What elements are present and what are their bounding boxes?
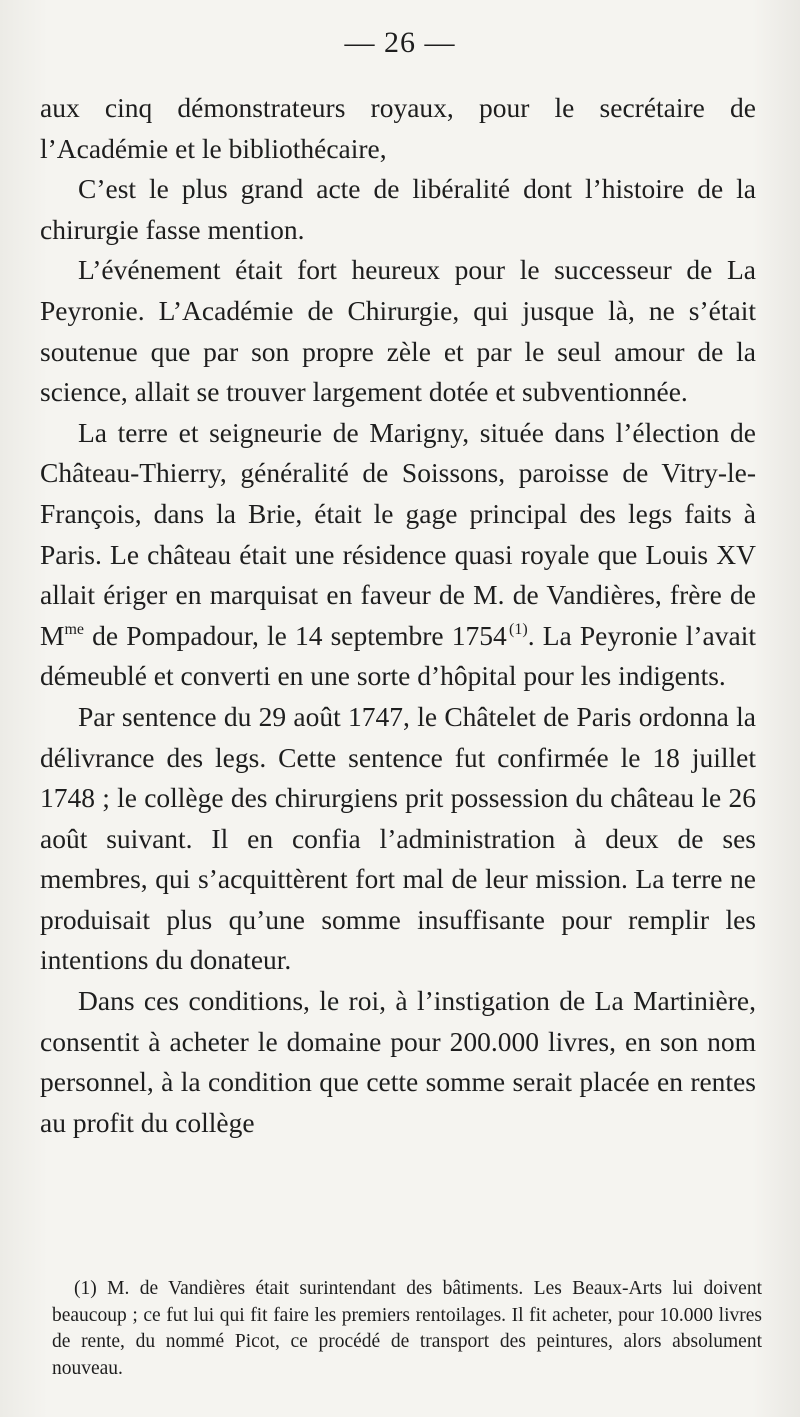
footnote-1: (1) M. de Vandières était surintendant des bâtiments. Les Beaux-Arts lui doivent beaucoup ; ce fut lui qui fit faire les premiers rentoilages. Il fit acheter, pour 10.000 livres de rente, du nommé Picot, ce procédé de transport des peintures, alors absolument nouveau. [52, 1278, 762, 1379]
page-number: — 26 — [344, 26, 456, 59]
footnote-reference: (1) [509, 620, 528, 638]
paragraph-4-text-end: . La Peyronie l’avait démeublé et converti en une sorte d’hôpital pour les indigents. [40, 619, 757, 692]
paragraph-4-text-start: La terre et seigneurie de Marigny, située dans l’élection de Château-Thierry, généralité de Soissons, paroisse de Vitry-le-François, dans la Brie, était le gage principal des legs faits à Paris. Le château était une résidence quasi royale que Louis XV allait ériger en marquisat en faveur de M. de Vandières, frère de M [40, 416, 756, 651]
paragraph-3: L’événement était fort heureux pour le successeur de La Peyronie. L’Académie de Chirurgie, qui jusque là, ne s’était soutenue que par son propre zèle et par le seul amour de la science, allait se trouver largement dotée et subventionnée. [40, 254, 756, 408]
paragraph-4 [40, 413, 756, 697]
paragraph-5: Par sentence du 29 août 1747, le Châtelet de Paris ordonna la délivrance des legs. Cette sentence fut confirmée le 18 juillet 1748 ; le collège des chirurgiens prit possession du château le 26 août suivant. Il en confia l’administration à deux de ses membres, qui s’acquittèrent fort mal de leur mission. La terre ne produisait plus qu’une somme insuffisante pour remplir les intentions du donateur. [40, 700, 756, 976]
footnotes [52, 1276, 762, 1382]
paragraph-4-text-middle: de Pompadour, le 14 septembre 1754 [84, 619, 507, 651]
paragraph-1: aux cinq démonstrateurs royaux, pour le secrétaire de l’Académie et le bibliothécaire, [40, 92, 756, 164]
body-text [40, 88, 756, 1143]
superscript-mme: me [64, 620, 84, 638]
paragraph-2: C’est le plus grand acte de libéralité dont l’histoire de la chirurgie fasse mention. [40, 173, 756, 245]
paragraph-6: Dans ces conditions, le roi, à l’instigation de La Martinière, consentit à acheter le domaine pour 200.000 livres, en son nom personnel, à la condition que cette somme serait placée en rentes au profit du collège [40, 985, 756, 1138]
